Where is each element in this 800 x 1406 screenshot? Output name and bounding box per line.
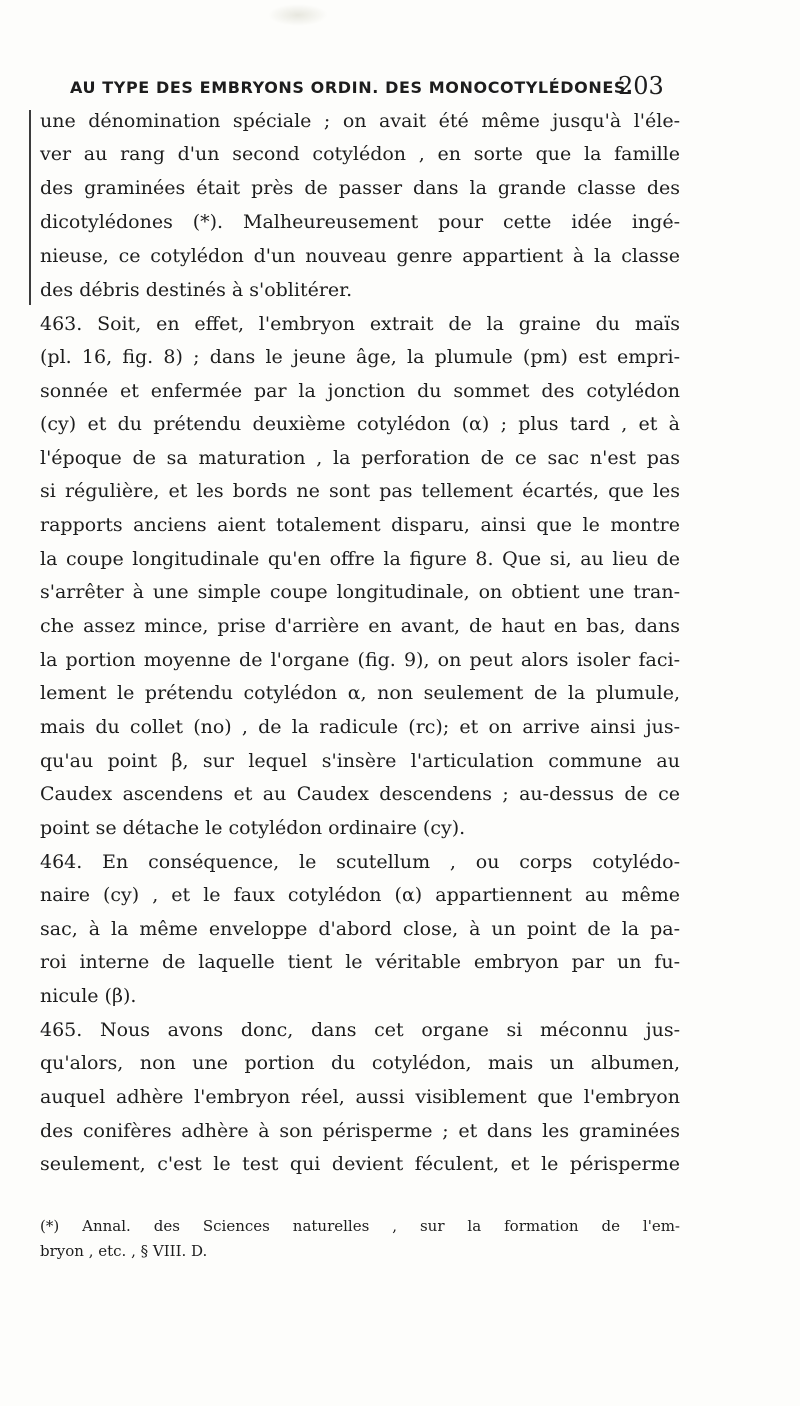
text-line: roi interne de laquelle tient le véritable embryon par un fu- <box>40 951 680 973</box>
text-line: ver au rang d'un second cotylédon , en sorte que la famille <box>40 143 680 165</box>
page-number: 203 <box>618 72 664 100</box>
text-line: une dénomination spéciale ; on avait été même jusqu'à l'éle- <box>40 110 680 132</box>
text-line: che assez mince, prise d'arrière en avant, de haut en bas, dans <box>40 615 680 637</box>
text-line: des débris destinés à s'oblitérer. <box>40 279 353 301</box>
text-line: nicule (β). <box>40 985 137 1007</box>
text-line: (cy) et du prétendu deuxième cotylédon (α) ; plus tard , et à <box>40 413 680 435</box>
text-line: seulement, c'est le test qui devient féculent, et le périsperme <box>40 1153 680 1175</box>
text-line: dicotylédones (*). Malheureusement pour cette idée ingé- <box>40 211 680 233</box>
text-line: 463. Soit, en effet, l'embryon extrait de la graine du maïs <box>40 313 680 335</box>
text-line: des conifères adhère à son périsperme ; et dans les graminées <box>40 1120 680 1142</box>
text-line: si régulière, et les bords ne sont pas tellement écartés, que les <box>40 480 680 502</box>
text-line: lement le prétendu cotylédon α, non seulement de la plumule, <box>40 682 680 704</box>
paper-stain <box>268 4 328 26</box>
text-line: mais du collet (no) , de la radicule (rc); et on arrive ainsi jus- <box>40 716 680 738</box>
text-line: qu'au point β, sur lequel s'insère l'articulation commune au <box>40 750 680 772</box>
text-line: (pl. 16, fig. 8) ; dans le jeune âge, la plumule (pm) est empri- <box>40 346 680 368</box>
footnote-line: bryon , etc. , § VIII. D. <box>40 1242 208 1260</box>
text-line: la coupe longitudinale qu'en offre la figure 8. Que si, au lieu de <box>40 548 680 570</box>
text-line: naire (cy) , et le faux cotylédon (α) appartiennent au même <box>40 884 680 906</box>
text-line: nieuse, ce cotylédon d'un nouveau genre appartient à la classe <box>40 245 680 267</box>
margin-rule <box>29 110 31 305</box>
text-line: Caudex ascendens et au Caudex descendens ; au-dessus de ce <box>40 783 680 805</box>
running-title: AU TYPE DES EMBRYONS ORDIN. DES MONOCOTYLÉDONES. <box>70 78 633 97</box>
text-line: la portion moyenne de l'organe (fig. 9), on peut alors isoler faci- <box>40 649 680 671</box>
text-line: l'époque de sa maturation , la perforation de ce sac n'est pas <box>40 447 680 469</box>
text-line: 465. Nous avons donc, dans cet organe si méconnu jus- <box>40 1019 680 1041</box>
text-line: qu'alors, non une portion du cotylédon, mais un albumen, <box>40 1052 680 1074</box>
text-line: point se détache le cotylédon ordinaire (cy). <box>40 817 466 839</box>
footnote-line: (*) Annal. des Sciences naturelles , sur la formation de l'em- <box>40 1217 680 1235</box>
text-line: s'arrêter à une simple coupe longitudinale, on obtient une tran- <box>40 581 680 603</box>
text-line: auquel adhère l'embryon réel, aussi visiblement que l'embryon <box>40 1086 680 1108</box>
text-line: des graminées était près de passer dans la grande classe des <box>40 177 680 199</box>
running-header <box>70 78 670 97</box>
text-line: sonnée et enfermée par la jonction du sommet des cotylédon <box>40 380 680 402</box>
text-line: rapports anciens aient totalement disparu, ainsi que le montre <box>40 514 680 536</box>
text-line: sac, à la même enveloppe d'abord close, à un point de la pa- <box>40 918 680 940</box>
text-line: 464. En conséquence, le scutellum , ou corps cotylédo- <box>40 851 680 873</box>
